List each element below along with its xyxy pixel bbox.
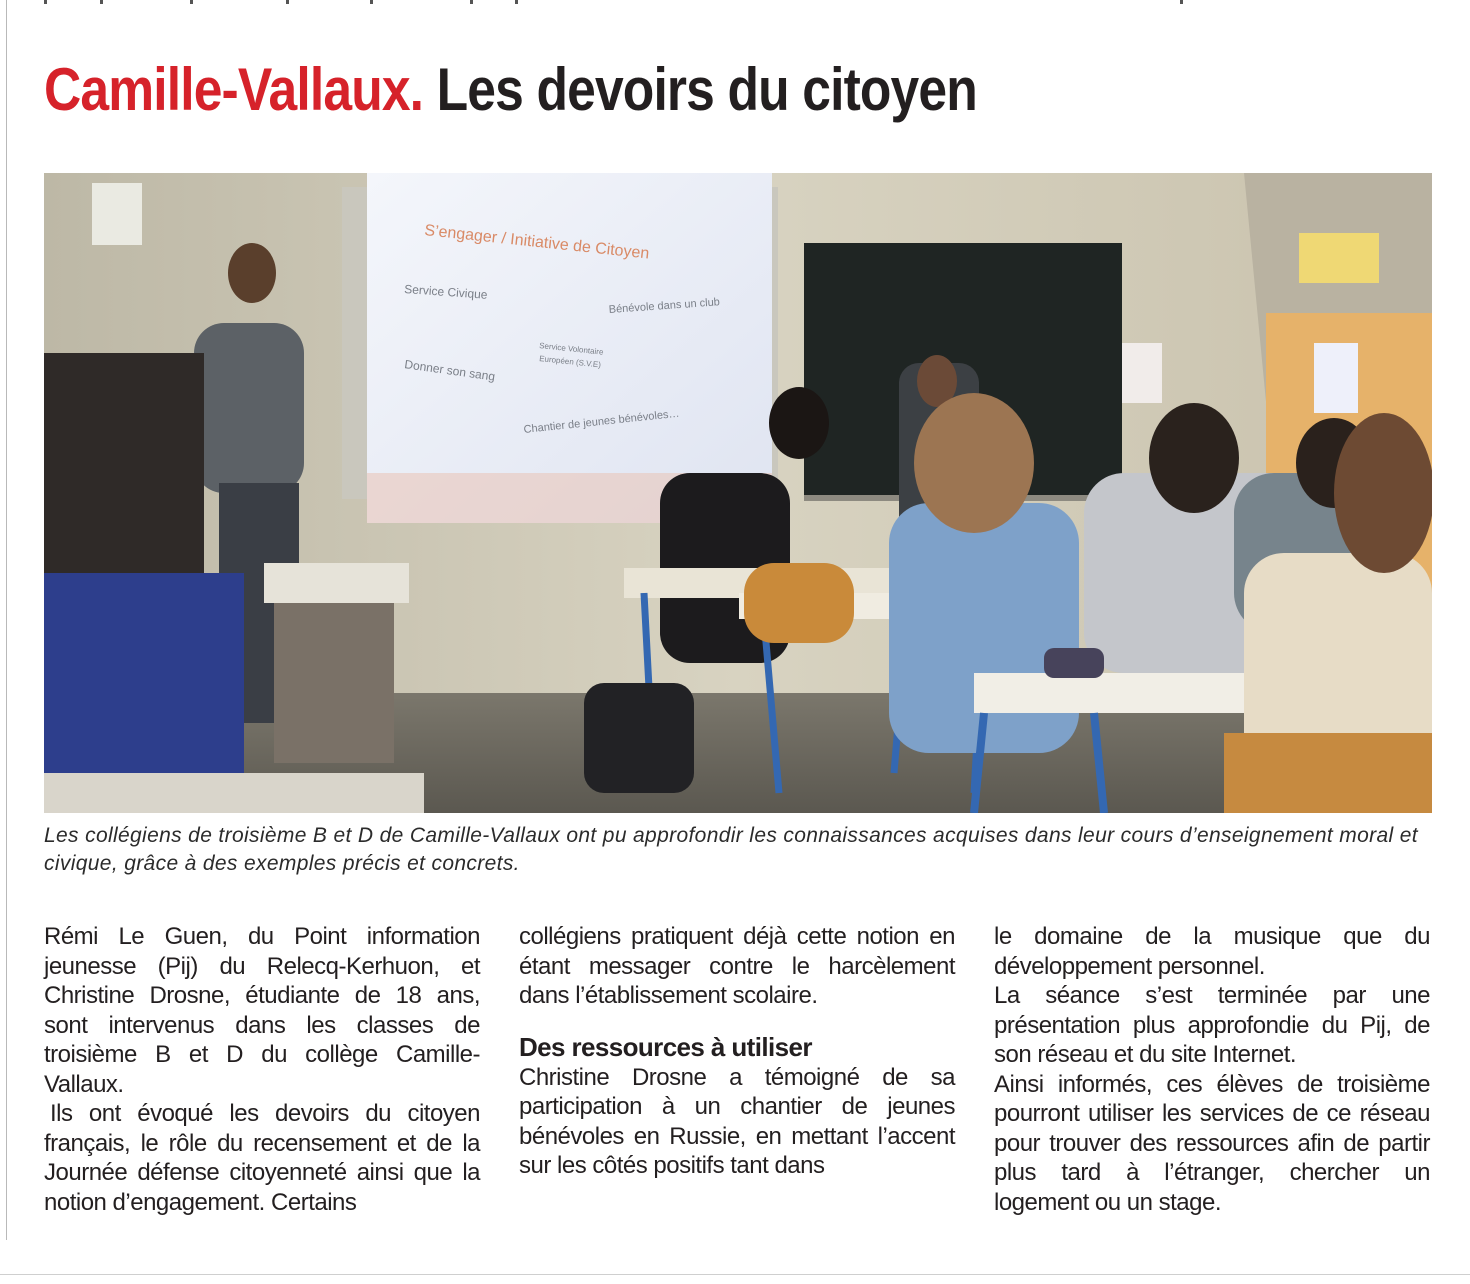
photo-caption: Les collégiens de troisième B et D de Camille-Vallaux ont pu approfondir les connaissances acquises dans leur cours d’enseignement moral et civique, grâce à des exemples précis et concrets.: [44, 824, 1418, 875]
previous-article-fragment: [40, 0, 1440, 4]
svg-text:Service Civique: Service Civique: [403, 282, 488, 302]
svg-text:Européen (S.V.E): Européen (S.V.E): [538, 354, 602, 370]
paragraph-duties-part-2: collégiens pratiquent déjà cette notion en étant messager contre le harcèlement dans l’établissement scolaire.: [519, 923, 955, 1009]
paragraph-duties-part-1: Ils ont évoqué les devoirs du citoyen français, le rôle du recensement et de la Journée défense citoyenneté ainsi que la notion d’engagement. Certains: [44, 1100, 480, 1216]
paragraph-session-end: La séance s’est terminée par une présentation plus approfondie du Pij, de son réseau et du site Internet.: [994, 982, 1430, 1068]
column-1: [44, 922, 480, 1217]
column-2: [519, 922, 955, 1181]
paragraph-testimony-part-1: Christine Drosne a témoigné de sa participation à un chantier de jeunes bénévoles en Russie, en mettant l’accent sur les côtés positifs tant dans: [519, 1063, 955, 1179]
svg-text:Chantier de jeunes bénévoles…: Chantier de jeunes bénévoles…: [523, 407, 681, 436]
paragraph-conclusion: Ainsi informés, ces élèves de troisième pourront utiliser les services de ce réseau pour trouver des ressources afin de partir plus tard à l’étranger, chercher un logement ou un stage.: [994, 1070, 1430, 1216]
page-margin-rule: [6, 0, 7, 1240]
headline-kicker: Camille-Vallaux.: [44, 56, 424, 123]
svg-text:Bénévole dans un club: Bénévole dans un club: [608, 296, 721, 316]
paragraph-testimony-part-2: le domaine de la musique que du développement personnel.: [994, 923, 1430, 980]
classroom-photo: [44, 173, 1432, 813]
svg-text:Donner son sang: Donner son sang: [403, 357, 497, 384]
page-bottom-rule: [0, 1274, 1470, 1275]
column-3: [994, 922, 1430, 1217]
paragraph-intro: Rémi Le Guen, du Point information jeunesse (Pij) du Relecq-Kerhuon, et Christine Drosne, étudiante de 18 ans, sont intervenus dans les classes de troisième B et D du collège Camille-Vallaux.: [44, 923, 480, 1098]
subheading: Des ressources à utiliser: [519, 1031, 812, 1062]
headline: [44, 48, 977, 132]
svg-text:Service Volontaire: Service Volontaire: [538, 341, 604, 357]
headline-title: Les devoirs du citoyen: [436, 56, 977, 123]
svg-text:S’engager / Initiative de Cito: S’engager / Initiative de Citoyen: [423, 222, 651, 263]
